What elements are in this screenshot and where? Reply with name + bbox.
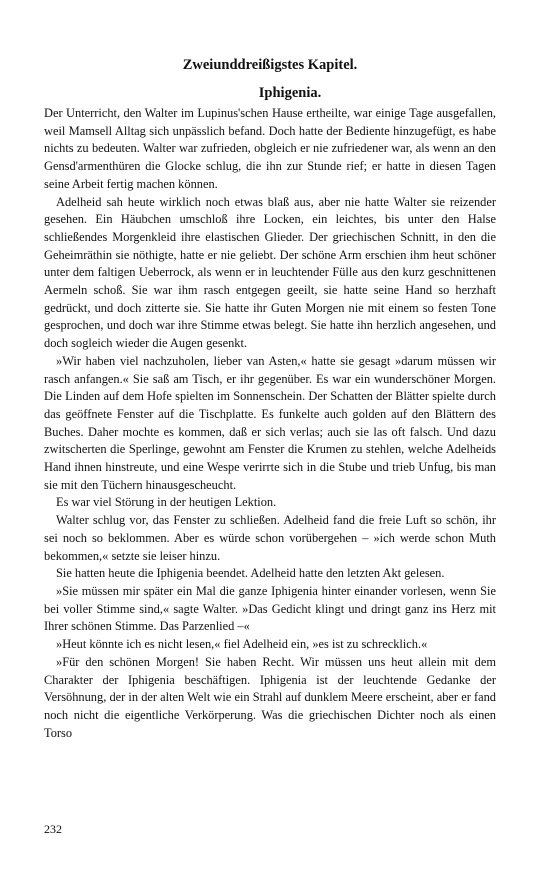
chapter-title: Zweiunddreißigstes Kapitel. [182, 57, 358, 73]
paragraph: Es war viel Störung in der heutigen Lektion. [56, 495, 277, 510]
section-title: Iphigenia. [258, 85, 322, 101]
paragraph: Der Unterricht, den Walter im Lupinus'schen Hause ertheilte, war einige Tage ausgefallen, weil Mamsell Alltag sich unpässlich befand. Doch hatte der Bediente hinzugefügt, es habe nichts zu bedeuten. Walter war zufrieden, obgleich er nie zufriedener war, als wenn an den Gensd'armenthüren die Glocke schlug, die ihn zur Stunde rief; er hatte in diesen Tagen seine Arbeit fertig machen können. [44, 106, 496, 191]
body-text [44, 105, 496, 742]
paragraph: Sie hatten heute die Iphigenia beendet. Adelheid hatte den letzten Akt gelesen. [56, 566, 445, 581]
paragraph: Adelheid sah heute wirklich noch etwas blaß aus, aber nie hatte Walter sie reizender gesehen. Ein Häubchen umschloß ihre Locken, ein leichtes, bis unter den Halse schließendes Morgenkleid ihre elastischen Glieder. Der griechischen Schnitt, in den die Geheimräthin sie nöthigte, hatte er nie geliebt. Der schöne Arm erschien ihm heut schöner unter dem faltigen Ueberrock, als wenn er in leuchtender Fülle aus den kurz geschnittenen Aermeln schoß. Sie war ihm rasch entgegen geeilt, sie hatte seine Hand so herzhaft gedrückt, und doch zitterte sie. Sie hatte ihr Guten Morgen nie mit einem so festen Tone gesprochen, und doch war ihre Stimme etwas belegt. Sie hatte ihn herzlich angesehen, und doch sogleich wieder die Augen gesenkt. [44, 194, 496, 351]
paragraph: »Für den schönen Morgen! Sie haben Recht. Wir müssen uns heut allein mit dem Charakter der Iphigenia beschäftigen. Iphigenia ist der leuchtende Gedanke der Versöhnung, der in der alten Welt wie ein Strahl auf dunklem Meere erscheint, aber er fand noch nicht die eigentliche Verkörperung. Was die griechischen Dichter noch als einen Torso [44, 654, 496, 740]
paragraph: »Wir haben viel nachzuholen, lieber van Asten,« hatte sie gesagt »darum müssen wir rasch anfangen.« Sie saß am Tisch, er ihr gegenüber. Es war ein wunderschöner Morgen. Die Linden auf dem Hofe spielten im Sonnenschein. Der Schatten der Blätter spielte durch das geöffnete Fenster auf die Tischplatte. Es funkelte auch golden auf den Blättern des Buches. Daher mochte es kommen, daß er sich verlas; auch sie las oft falsch. Und dazu zwitscherten die Sperlinge, gewohnt am Fenster die Krumen zu stehlen, welche Adelheids Hand ihnen hinstreute, und eine Wespe verirrte sich in die Stube und trieb Unfug, bis man sie mit den Tüchern hinausgescheucht. [44, 353, 496, 492]
paragraph: »Sie müssen mir später ein Mal die ganze Iphigenia hinter einander vorlesen, wenn Sie bei voller Stimme sind,« sagte Walter. »Das Gedicht klingt und dringt ganz ins Herz mit Ihrer schönen Stimme. Das Parzenlied –« [44, 583, 496, 634]
page-number: 232 [44, 822, 62, 836]
paragraph: »Heut könnte ich es nicht lesen,« fiel Adelheid ein, »es ist zu schrecklich.« [56, 637, 428, 652]
paragraph: Walter schlug vor, das Fenster zu schließen. Adelheid fand die freie Luft so schön, ihr sei noch so beklommen. Aber es würde schon vorübergehen – »ich werde schon Muth bekommen,« setzte sie leiser hinzu. [44, 513, 496, 563]
page-content [44, 54, 496, 742]
